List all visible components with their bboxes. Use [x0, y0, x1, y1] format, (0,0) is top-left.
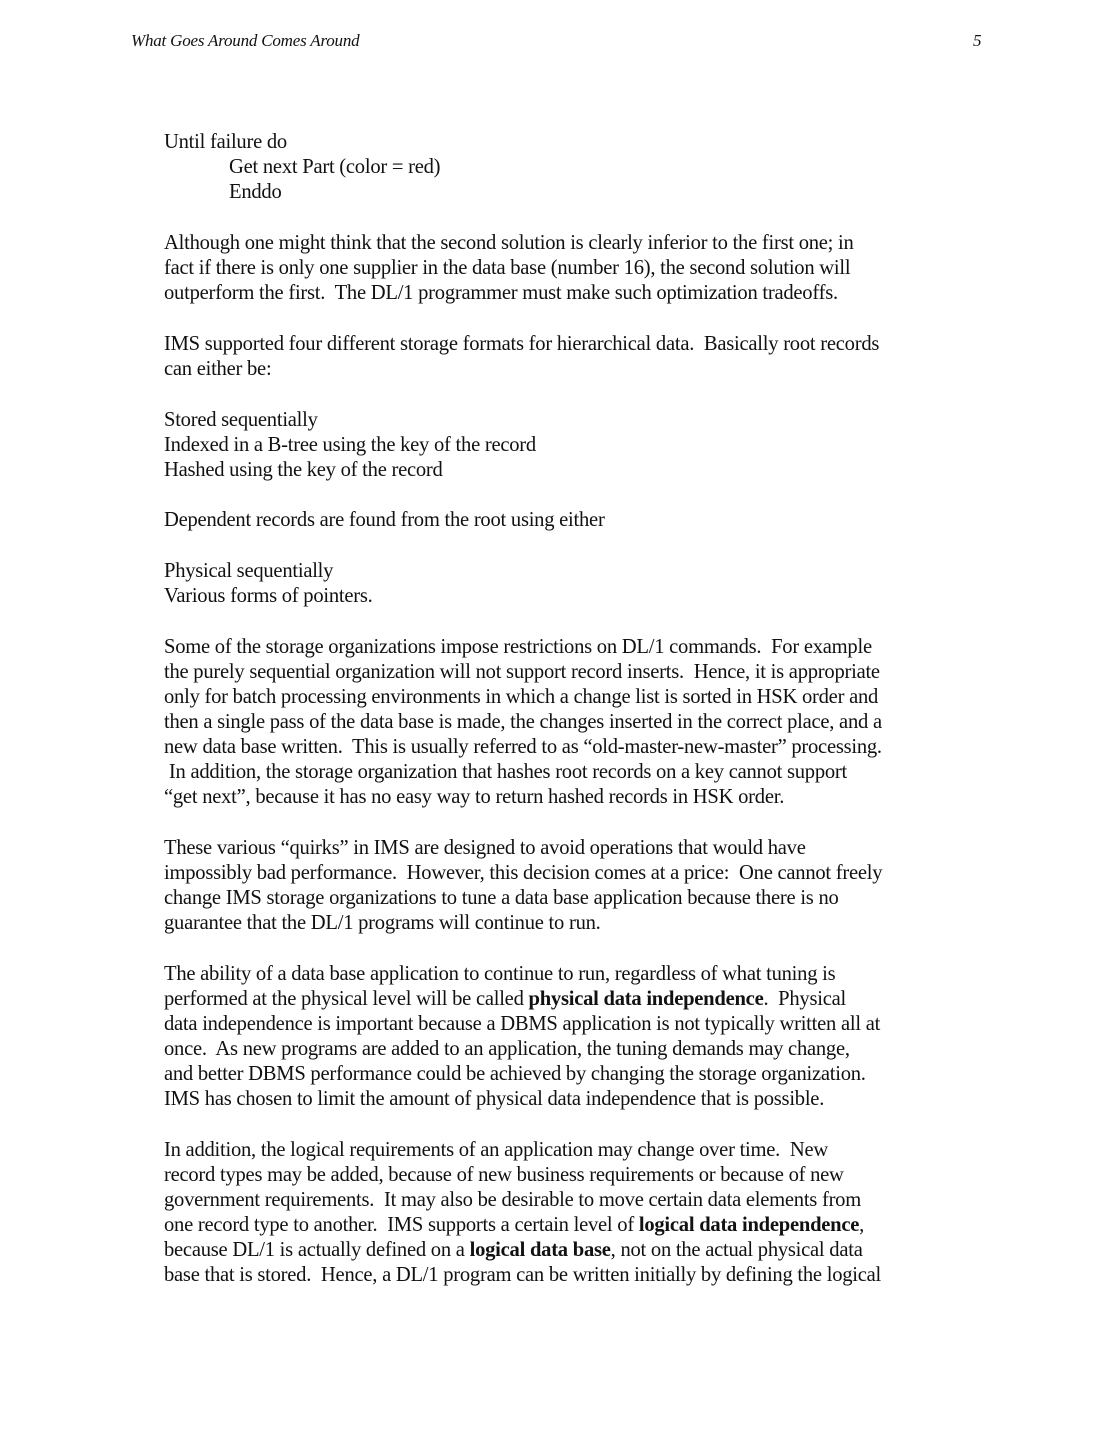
term-logical-data-base: logical data base: [469, 1239, 611, 1261]
text-line: [164, 1213, 864, 1238]
code-line: Get next Part (color = red): [229, 156, 441, 178]
term-logical-data-independence: logical data independence: [638, 1214, 860, 1236]
text-line: In addition, the logical requirements of an application may change over time. New: [164, 1139, 829, 1161]
text-line: government requirements. It may also be desirable to move certain data elements from: [164, 1189, 861, 1211]
text-line: These various “quirks” in IMS are designed to avoid operations that would have: [164, 837, 806, 859]
text-span: because DL/1 is actually defined on a: [164, 1239, 470, 1261]
text-line: the purely sequential organization will not support record inserts. Hence, it is appropriate: [164, 661, 880, 683]
text-line: new data base written. This is usually referred to as “old-master-new-master” processing.: [164, 736, 882, 758]
text-line: [164, 1238, 863, 1263]
text-line: then a single pass of the data base is made, the changes inserted in the correct place, and a: [164, 711, 882, 733]
text-span: , not on the actual physical data: [610, 1239, 863, 1261]
text-line: outperform the first. The DL/1 programmer must make such optimization tradeoffs.: [164, 282, 838, 304]
text-line: base that is stored. Hence, a DL/1 program can be written initially by defining the logical: [164, 1264, 882, 1286]
text-line: Although one might think that the second solution is clearly inferior to the first one; in: [164, 232, 854, 254]
text-line: change IMS storage organizations to tune a data base application because there is no: [164, 887, 839, 909]
text-line: In addition, the storage organization that hashes root records on a key cannot support: [164, 761, 848, 783]
text-span: one record type to another. IMS supports a certain level of: [164, 1214, 639, 1236]
text-line: impossibly bad performance. However, this decision comes at a price: One cannot freely: [164, 862, 883, 884]
text-line: can either be:: [164, 358, 272, 380]
text-line: IMS supported four different storage formats for hierarchical data. Basically root records: [164, 333, 880, 355]
term-physical-data-independence: physical data independence: [528, 988, 764, 1010]
list-item: Hashed using the key of the record: [164, 459, 443, 481]
list-item: Indexed in a B-tree using the key of the record: [164, 434, 536, 456]
text-line: fact if there is only one supplier in the data base (number 16), the second solution will: [164, 257, 851, 279]
page-number: 5: [973, 31, 982, 50]
text-span: performed at the physical level will be called: [164, 988, 529, 1010]
text-line: IMS has chosen to limit the amount of physical data independence that is possible.: [164, 1088, 825, 1110]
text-line: data independence is important because a DBMS application is not typically written all at: [164, 1013, 881, 1035]
text-span: ,: [859, 1214, 865, 1236]
text-span: . Physical: [763, 988, 846, 1010]
text-line: only for batch processing environments in which a change list is sorted in HSK order and: [164, 686, 879, 708]
text-line: Some of the storage organizations impose restrictions on DL/1 commands. For example: [164, 636, 872, 658]
list-item: Stored sequentially: [164, 409, 318, 431]
text-line: guarantee that the DL/1 programs will continue to run.: [164, 912, 601, 934]
text-line: record types may be added, because of new business requirements or because of new: [164, 1164, 844, 1186]
running-header: What Goes Around Comes Around: [131, 31, 360, 50]
code-line: Enddo: [229, 181, 282, 203]
code-line: Until failure do: [164, 131, 287, 153]
text-line: [164, 987, 846, 1012]
text-line: The ability of a data base application to continue to run, regardless of what tuning is: [164, 963, 836, 985]
list-item: Physical sequentially: [164, 560, 334, 582]
text-line: once. As new programs are added to an application, the tuning demands may change,: [164, 1038, 850, 1060]
paragraph-dependent-records: Dependent records are found from the root using either: [164, 509, 605, 531]
list-item: Various forms of pointers.: [164, 585, 373, 607]
text-line: “get next”, because it has no easy way to return hashed records in HSK order.: [164, 786, 785, 808]
text-line: and better DBMS performance could be achieved by changing the storage organization.: [164, 1063, 866, 1085]
